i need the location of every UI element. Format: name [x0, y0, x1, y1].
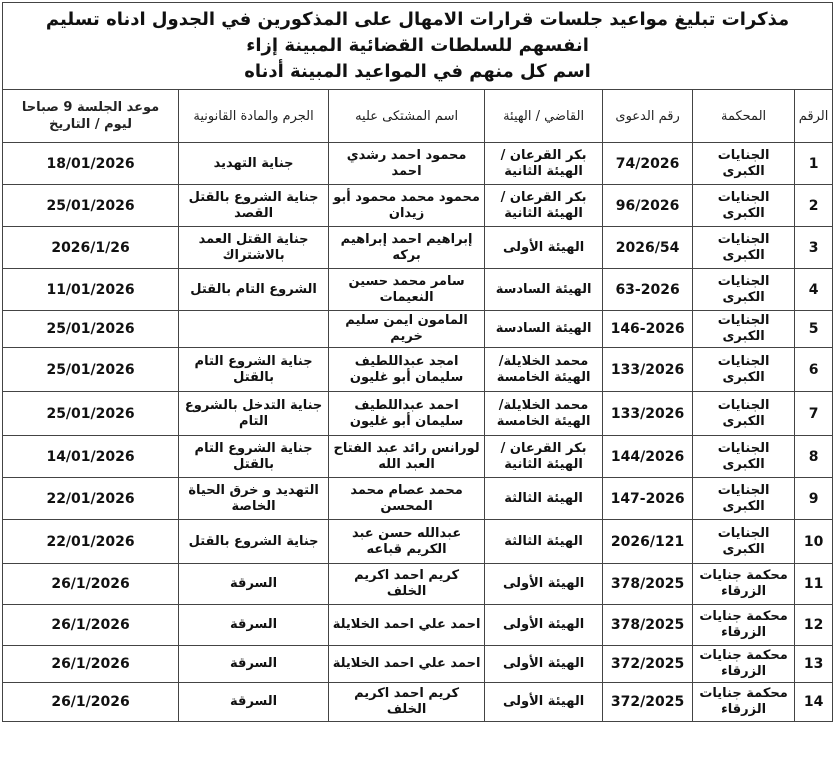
- cell-session-date: 14/01/2026: [3, 436, 179, 478]
- cell-court: الجنايات الكبرى: [693, 185, 795, 227]
- cell-crime: السرقة: [179, 605, 329, 646]
- table-row: [3, 478, 833, 520]
- header-session-date: موعد الجلسة 9 صباحا ليوم / التاريخ: [3, 90, 179, 143]
- cell-case-number: 133/2026: [603, 392, 693, 436]
- cell-defendant: سامر محمد حسين النعيمات: [329, 269, 485, 311]
- cell-judge: الهيئة الأولى: [485, 683, 603, 722]
- table-row: [3, 683, 833, 722]
- cell-judge: الهيئة الأولى: [485, 646, 603, 683]
- cell-number: 7: [795, 392, 833, 436]
- table-row: [3, 143, 833, 185]
- cell-session-date: 11/01/2026: [3, 269, 179, 311]
- cell-session-date: 26/1/2026: [3, 605, 179, 646]
- cell-judge: الهيئة الثالثة: [485, 520, 603, 564]
- cell-number: 10: [795, 520, 833, 564]
- table-row: [3, 269, 833, 311]
- cell-case-number: 2026/54: [603, 227, 693, 269]
- cell-session-date: 25/01/2026: [3, 311, 179, 348]
- header-judge: القاضي / الهيئة: [485, 90, 603, 143]
- cell-crime: السرقة: [179, 683, 329, 722]
- cell-session-date: 25/01/2026: [3, 348, 179, 392]
- table-header-row: [3, 90, 833, 143]
- table-row: [3, 392, 833, 436]
- cell-session-date: 26/1/2026: [3, 646, 179, 683]
- cell-number: 8: [795, 436, 833, 478]
- cell-case-number: 96/2026: [603, 185, 693, 227]
- cell-defendant: كريم احمد اكريم الخلف: [329, 564, 485, 605]
- cell-judge: الهيئة الثالثة: [485, 478, 603, 520]
- cell-number: 12: [795, 605, 833, 646]
- table-row: [3, 311, 833, 348]
- cell-defendant: امجد عبداللطيف سليمان أبو غليون: [329, 348, 485, 392]
- cell-case-number: 372/2025: [603, 646, 693, 683]
- cell-crime: جناية القتل العمد بالاشتراك: [179, 227, 329, 269]
- cell-case-number: 63-2026: [603, 269, 693, 311]
- cell-session-date: 25/01/2026: [3, 392, 179, 436]
- cell-crime: السرقة: [179, 646, 329, 683]
- cell-judge: بكر القرعان /الهيئة الثانية: [485, 185, 603, 227]
- cell-judge: الهيئة السادسة: [485, 311, 603, 348]
- cell-crime: الشروع التام بالقتل: [179, 269, 329, 311]
- cell-crime: جناية التهديد: [179, 143, 329, 185]
- cell-case-number: 147-2026: [603, 478, 693, 520]
- table-row: [3, 646, 833, 683]
- title-line-2: اسم كل منهم في المواعيد المبينة أدناه: [244, 61, 591, 82]
- cell-number: 11: [795, 564, 833, 605]
- table-row: [3, 520, 833, 564]
- cell-number: 4: [795, 269, 833, 311]
- cell-judge: الهيئة الأولى: [485, 564, 603, 605]
- cell-defendant: إبراهيم احمد إبراهيم بركه: [329, 227, 485, 269]
- cell-number: 13: [795, 646, 833, 683]
- cell-session-date: 26/1/2026: [3, 564, 179, 605]
- cell-court: الجنايات الكبرى: [693, 392, 795, 436]
- cell-session-date: 18/01/2026: [3, 143, 179, 185]
- cell-case-number: 133/2026: [603, 348, 693, 392]
- cell-crime: السرقة: [179, 564, 329, 605]
- cell-judge: بكر القرعان /الهيئة الثانية: [485, 143, 603, 185]
- cell-number: 3: [795, 227, 833, 269]
- table-row: [3, 564, 833, 605]
- cell-crime: جناية الشروع التام بالقتل: [179, 348, 329, 392]
- cell-number: 6: [795, 348, 833, 392]
- cell-number: 1: [795, 143, 833, 185]
- cell-court: محكمة جنايات الزرقاء: [693, 683, 795, 722]
- cell-session-date: 2026/1/26: [3, 227, 179, 269]
- document-title: [3, 3, 833, 90]
- cell-judge: بكر القرعان /الهيئة الثانية: [485, 436, 603, 478]
- table-row: [3, 227, 833, 269]
- cell-number: 14: [795, 683, 833, 722]
- cell-number: 2: [795, 185, 833, 227]
- cell-court: الجنايات الكبرى: [693, 478, 795, 520]
- cell-case-number: 146-2026: [603, 311, 693, 348]
- cell-crime: جناية الشروع بالقتل: [179, 520, 329, 564]
- cell-crime: جناية التدخل بالشروع التام: [179, 392, 329, 436]
- cell-court: الجنايات الكبرى: [693, 143, 795, 185]
- cell-crime: التهديد و خرق الحياة الخاصة: [179, 478, 329, 520]
- cell-case-number: 378/2025: [603, 605, 693, 646]
- cell-court: الجنايات الكبرى: [693, 269, 795, 311]
- cell-defendant: محمد عصام محمد المحسن: [329, 478, 485, 520]
- cell-session-date: 25/01/2026: [3, 185, 179, 227]
- cell-session-date: 26/1/2026: [3, 683, 179, 722]
- cell-judge: الهيئة الأولى: [485, 227, 603, 269]
- header-number: الرقم: [795, 90, 833, 143]
- cell-court: محكمة جنايات الزرقاء: [693, 564, 795, 605]
- cell-judge: الهيئة السادسة: [485, 269, 603, 311]
- cell-court: محكمة جنايات الزرقاء: [693, 605, 795, 646]
- table-row: [3, 436, 833, 478]
- cell-case-number: 74/2026: [603, 143, 693, 185]
- table-row: [3, 348, 833, 392]
- cell-court: محكمة جنايات الزرقاء: [693, 646, 795, 683]
- header-case-number: رقم الدعوى: [603, 90, 693, 143]
- cell-defendant: احمد عبداللطيف سليمان أبو غليون: [329, 392, 485, 436]
- cell-crime: جناية الشروع بالقتل القصد: [179, 185, 329, 227]
- cell-court: الجنايات الكبرى: [693, 436, 795, 478]
- cell-judge: محمد الخلايلة/الهيئة الخامسة: [485, 392, 603, 436]
- cell-defendant: احمد علي احمد الخلايلة: [329, 646, 485, 683]
- cell-defendant: لورانس رائد عبد الفتاح العبد الله: [329, 436, 485, 478]
- header-defendant: اسم المشتكى عليه: [329, 90, 485, 143]
- cell-case-number: 144/2026: [603, 436, 693, 478]
- cell-court: الجنايات الكبرى: [693, 520, 795, 564]
- cell-number: 9: [795, 478, 833, 520]
- cell-case-number: 378/2025: [603, 564, 693, 605]
- notices-table: [2, 2, 833, 722]
- cell-crime: جناية الشروع التام بالقتل: [179, 436, 329, 478]
- cell-judge: الهيئة الأولى: [485, 605, 603, 646]
- cell-defendant: المامون ايمن سليم خريم: [329, 311, 485, 348]
- cell-case-number: 2026/121: [603, 520, 693, 564]
- cell-judge: محمد الخلايلة/الهيئة الخامسة: [485, 348, 603, 392]
- header-crime: الجرم والمادة القانونية: [179, 90, 329, 143]
- cell-defendant: عبدالله حسن عبد الكريم قباعه: [329, 520, 485, 564]
- cell-session-date: 22/01/2026: [3, 520, 179, 564]
- cell-crime: [179, 311, 329, 348]
- cell-number: 5: [795, 311, 833, 348]
- cell-defendant: احمد علي احمد الخلايلة: [329, 605, 485, 646]
- table-row: [3, 185, 833, 227]
- header-court: المحكمة: [693, 90, 795, 143]
- cell-case-number: 372/2025: [603, 683, 693, 722]
- table-row: [3, 605, 833, 646]
- cell-session-date: 22/01/2026: [3, 478, 179, 520]
- cell-court: الجنايات الكبرى: [693, 311, 795, 348]
- title-line-1: مذكرات تبليغ مواعيد جلسات قرارات الامهال على المذكورين في الجدول ادناه تسليم انفسهم للسلطات القضائية المبينة إزاء: [45, 9, 790, 56]
- cell-defendant: محمود محمد محمود أبو زيدان: [329, 185, 485, 227]
- cell-defendant: كريم احمد اكريم الخلف: [329, 683, 485, 722]
- cell-court: الجنايات الكبرى: [693, 227, 795, 269]
- cell-court: الجنايات الكبرى: [693, 348, 795, 392]
- cell-defendant: محمود احمد رشدي احمد: [329, 143, 485, 185]
